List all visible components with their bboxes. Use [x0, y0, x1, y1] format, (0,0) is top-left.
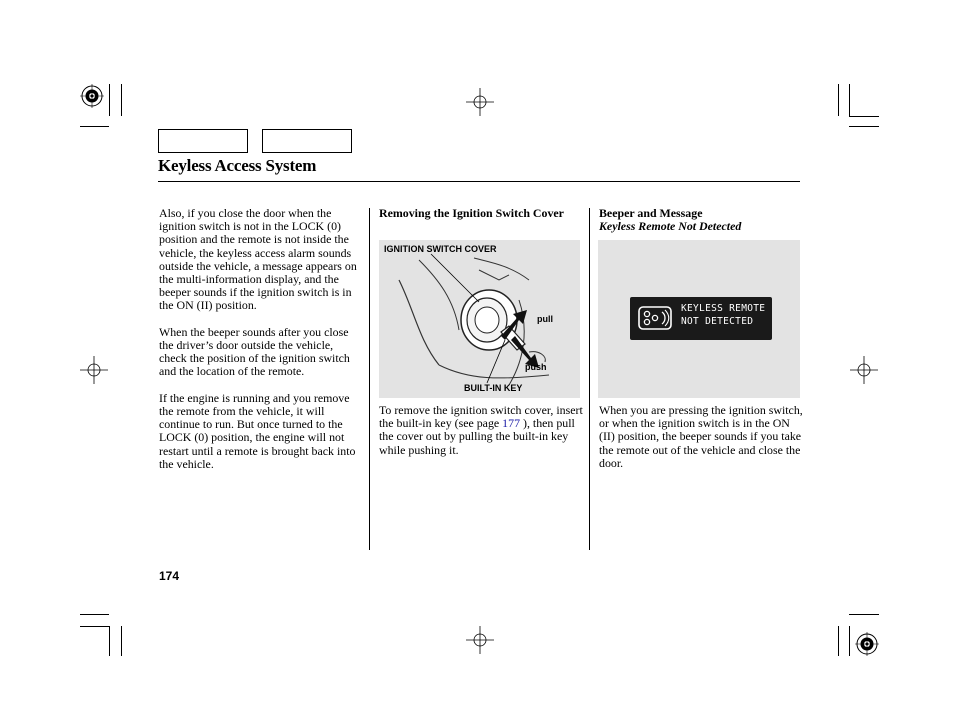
- display-line-2: NOT DETECTED: [681, 316, 754, 327]
- paragraph: When the beeper sounds after you close the driver’s door outside the vehicle, check the position of the ignition switch and the location of the remote.: [159, 324, 350, 379]
- paragraph: Also, if you close the door when the ignition switch is not in the LOCK (0) position and the remote is not inside the vehicle, the keyless access alarm sounds outside the vehicle, a message appears on the multi-information display, and the beeper sounds if the ignition switch is in the ON (II) position.: [159, 206, 357, 313]
- ignition-switch-figure: [379, 240, 580, 398]
- page-number: 174: [159, 569, 180, 583]
- multi-information-display: [630, 297, 772, 340]
- section-heading: Beeper and Message: [599, 206, 703, 220]
- registration-target-icon: [80, 84, 104, 108]
- column-divider: [369, 208, 370, 550]
- body-text: To remove the ignition switch cover, insert the built-in key (see page: [379, 403, 583, 431]
- crosshair-icon: [850, 356, 878, 384]
- column-3: [599, 207, 801, 233]
- display-line-1: KEYLESS REMOTE: [681, 303, 766, 314]
- figure-label-pull: pull: [537, 314, 553, 324]
- paragraph: If the engine is running and you remove the remote from the vehicle, it will continue to run. But once turned to the LOCK (0) position, the engine will not restart until a remote is brought back into the vehicle.: [159, 390, 356, 471]
- column-3-body: [599, 404, 803, 483]
- body-text: ), then pull the cover out by pulling the built-in key while pushing it.: [379, 416, 575, 457]
- paragraph: When you are pressing the ignition switch, or when the ignition switch is in the ON (II) position, the beeper sounds if you take the remote out of the vehicle and close the door.: [599, 403, 803, 470]
- figure-label-cover: IGNITION SWITCH COVER: [384, 244, 497, 254]
- column-divider: [589, 208, 590, 550]
- column-1: [159, 207, 361, 484]
- section-tab-1[interactable]: [158, 129, 248, 153]
- page-title: Keyless Access System: [158, 156, 317, 175]
- crosshair-icon: [466, 626, 494, 654]
- section-heading: Removing the Ignition Switch Cover: [379, 206, 564, 220]
- page-link[interactable]: 177: [502, 416, 521, 431]
- keyless-remote-icon: [638, 306, 672, 330]
- section-subheading: Keyless Remote Not Detected: [599, 219, 742, 234]
- section-tab-2[interactable]: [262, 129, 352, 153]
- column-2-body: [379, 404, 585, 457]
- title-rule: [158, 181, 800, 182]
- registration-target-icon: [855, 632, 879, 656]
- figure-label-push: push: [525, 362, 547, 372]
- figure-label-key: BUILT-IN KEY: [464, 383, 523, 393]
- crosshair-icon: [466, 88, 494, 116]
- crosshair-icon: [80, 356, 108, 384]
- column-2: [379, 207, 581, 220]
